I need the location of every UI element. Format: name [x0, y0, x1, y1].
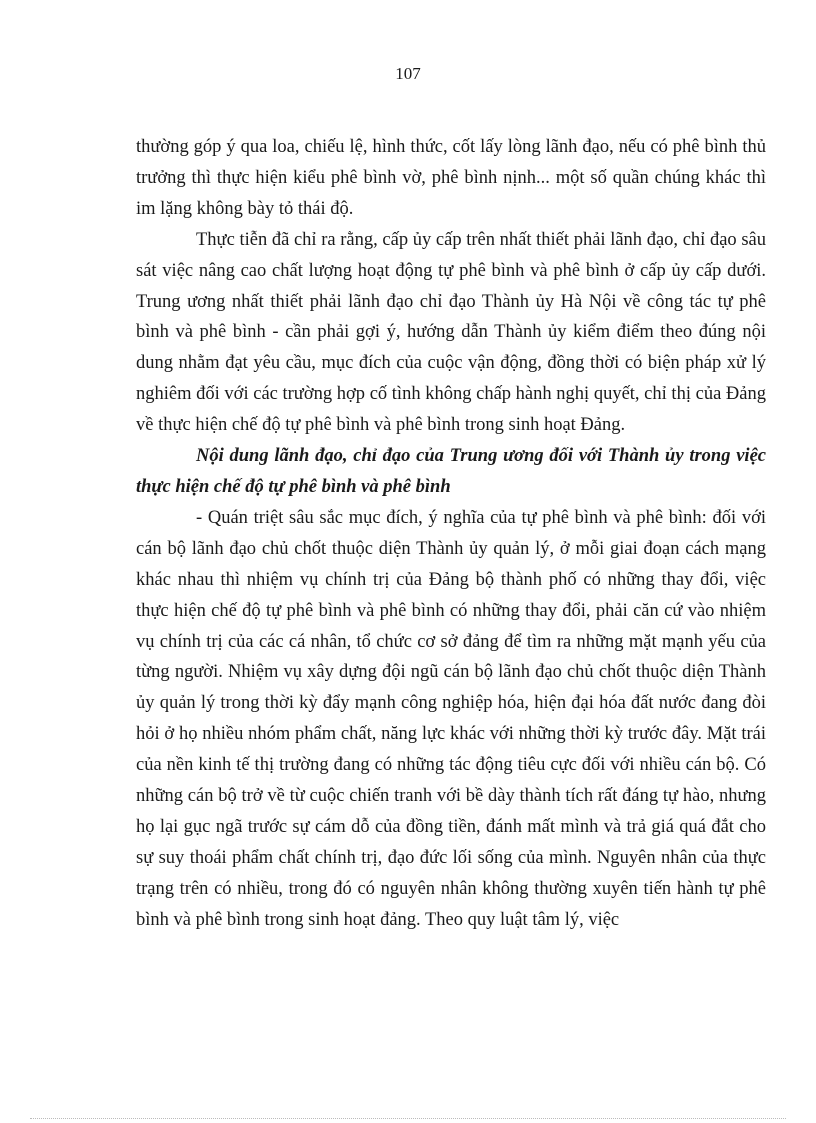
paragraph-continuation: thường góp ý qua loa, chiếu lệ, hình thức, cốt lấy lòng lãnh đạo, nếu có phê bình thủ trưởng thì thực hiện kiểu phê bình vờ, phê bình nịnh... một số quần chúng khác thì im lặng không bày tỏ thái độ.	[136, 137, 766, 219]
page-bottom-divider	[30, 1118, 786, 1119]
paragraph-practice: Thực tiễn đã chỉ ra rằng, cấp ủy cấp trên nhất thiết phải lãnh đạo, chỉ đạo sâu sát việc nâng cao chất lượng hoạt động tự phê bình và phê bình ở cấp ủy cấp dưới. Trung ương nhất thiết phải lãnh đạo chỉ đạo Thành ủy Hà Nội về công tác tự phê bình và phê bình - cần phải gợi ý, hướng dẫn Thành ủy kiểm điểm theo đúng nội dung nhằm đạt yêu cầu, mục đích của cuộc vận động, đồng thời có biện pháp xử lý nghiêm đối với các trường hợp cố tình không chấp hành nghị quyết, chỉ thị của Đảng về thực hiện chế độ tự phê bình và phê bình trong sinh hoạt Đảng.	[136, 229, 766, 436]
document-body	[136, 132, 766, 936]
paragraph-purpose: - Quán triệt sâu sắc mục đích, ý nghĩa của tự phê bình và phê bình: đối với cán bộ lãnh đạo chủ chốt thuộc diện Thành ủy quản lý, ở mỗi giai đoạn cách mạng khác nhau thì nhiệm vụ chính trị của Đảng bộ thành phố có những thay đổi, việc thực hiện chế độ tự phê bình và phê bình có những thay đổi, phải căn cứ vào nhiệm vụ chính trị của các cá nhân, tổ chức cơ sở đảng để tìm ra những mặt mạnh yếu của từng người. Nhiệm vụ xây dựng đội ngũ cán bộ lãnh đạo chủ chốt thuộc diện Thành ủy quản lý trong thời kỳ đẩy mạnh công nghiệp hóa, hiện đại hóa đất nước đang đòi hỏi ở họ nhiều nhóm phẩm chất, năng lực khác với những thời kỳ trước đây. Mặt trái của nền kinh tế thị trường đang có những tác động tiêu cực đối với nhiều cán bộ. Có những cán bộ trở về từ cuộc chiến tranh với bề dày thành tích rất đáng tự hào, nhưng họ lại gục ngã trước sự cám dỗ của đồng tiền, đánh mất mình và trả giá quá đắt cho sự suy thoái phẩm chất chính trị, đạo đức lối sống của mình. Nguyên nhân của thực trạng trên có nhiều, trong đó có nguyên nhân không thường xuyên tiến hành tự phê bình và phê bình trong sinh hoạt đảng. Theo quy luật tâm lý, việc	[136, 507, 766, 930]
section-heading: Nội dung lãnh đạo, chỉ đạo của Trung ương đối với Thành ủy trong việc thực hiện chế độ tự phê bình và phê bình	[136, 446, 766, 497]
page-number: 107	[395, 64, 421, 83]
